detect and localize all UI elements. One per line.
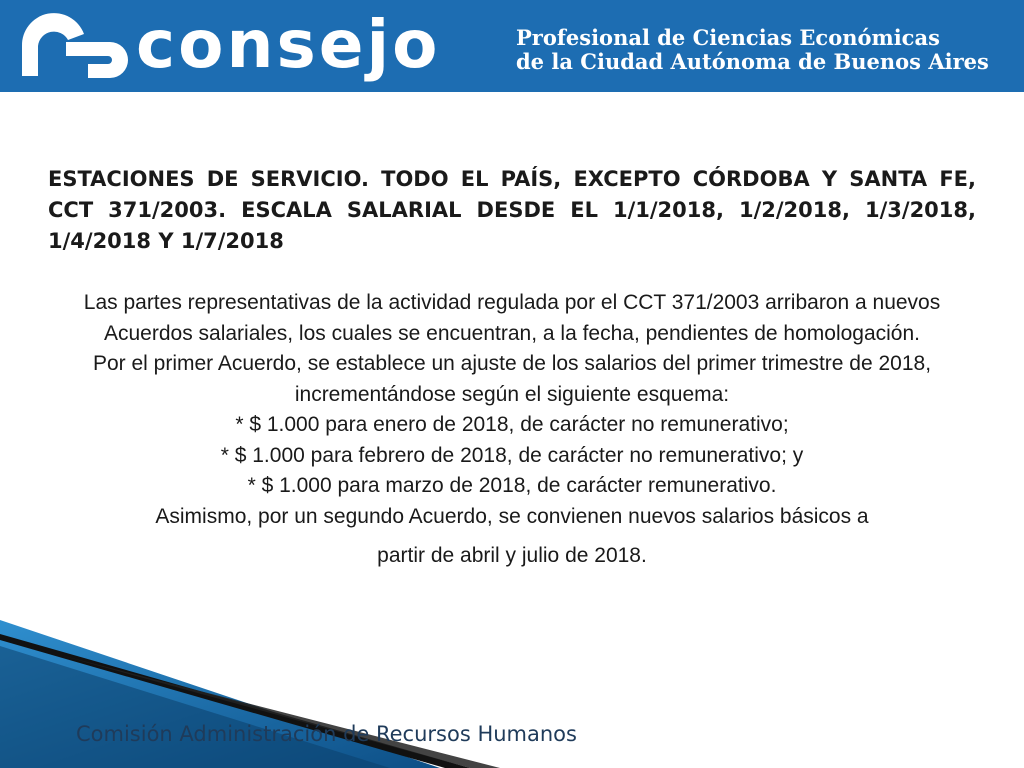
header-banner [0, 0, 1024, 92]
paragraph: * $ 1.000 para febrero de 2018, de carácter no remunerativo; y [220, 443, 804, 467]
organization-name [516, 26, 989, 74]
org-line-2: de la Ciudad Autónoma de Buenos Aires [516, 49, 989, 74]
org-line-1: Profesional de Ciencias Económicas [516, 25, 940, 50]
paragraph: partir de abril y julio de 2018. [377, 544, 647, 567]
brand-name: consejo [136, 6, 441, 83]
paragraph: Las partes representativas de la actividad regulada por el CCT 371/2003 arribaron a nuevos Acuerdos salariales, los cuales se encuentran, a la fecha, pendientes de homologación. [83, 291, 941, 345]
consejo-logo-icon [8, 6, 128, 86]
paragraph: * $ 1.000 para marzo de 2018, de carácter remunerativo. [247, 474, 777, 497]
footer-text: Comisión Administración de Recursos Humanos [76, 722, 577, 746]
paragraph: Asimismo, por un segundo Acuerdo, se convienen nuevos salarios básicos a [155, 504, 869, 528]
paragraph: * $ 1.000 para enero de 2018, de carácter no remunerativo; [235, 413, 789, 436]
slide-title: ESTACIONES DE SERVICIO. TODO EL PAÍS, EXCEPTO CÓRDOBA Y SANTA FE, CCT 371/2003. ESCALA SALARIAL DESDE EL 1/1/2018, 1/2/2018, 1/3/2018, 1/4/2018 Y 1/7/2018 [48, 167, 976, 253]
body-text [40, 288, 984, 574]
paragraph: Por el primer Acuerdo, se establece un ajuste de los salarios del primer trimestre de 2018, incrementándose según el siguiente esquema: [92, 352, 932, 406]
